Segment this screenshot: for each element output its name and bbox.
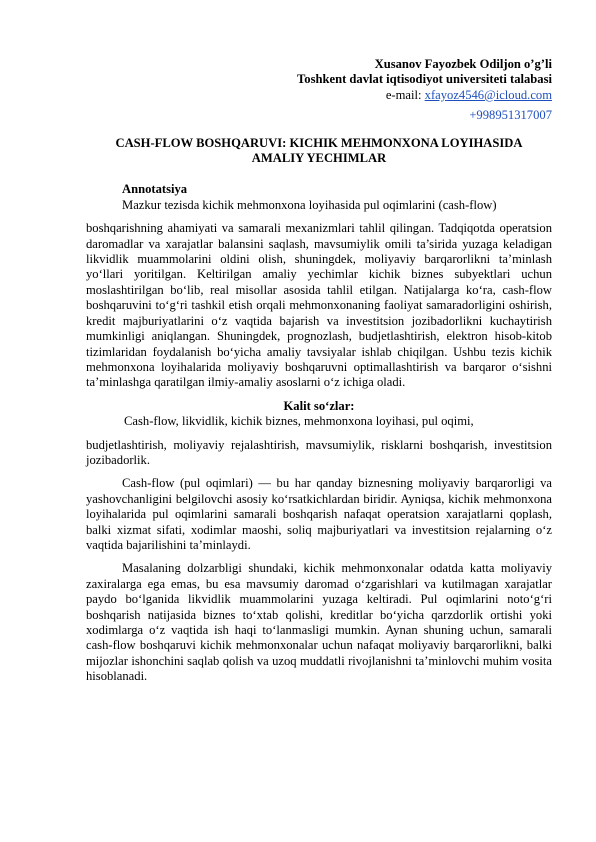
paragraph-2: Masalaning dolzarbligi shundaki, kichik mehmonxonalar odatda katta moliyaviy zaxiralarga ega emas, bu esa mavsumiy daromad o‘zgarishlari va kutilmagan xarajatlar paydo bo‘lganida likvidlik muammolarini yuzaga keltiradi. Pul oqimlarini noto‘g‘ri boshqarish natijasida biznes to‘xtab qolishi, kreditlar bo‘yicha qarzdorlik ortishi yoki xodimlarga o‘z vaqtida ish haqi to‘lanmasligi mumkin. Aynan shuning uchun, samarali cash-flow boshqaruvi kichik mehmonxonalar uchun nafaqat moliyaviy barqarorlikni, balki mijozlar ishonchini saqlab qolish va uzoq muddatli rivojlanishni ta’minlovchi muhim vosita hisoblanadi. [86, 561, 552, 684]
abstract-body: boshqarishning ahamiyati va samarali mexanizmlari tahlil qilingan. Tadqiqotda operatsion daromadlar va xarajatlar balansini saqlash, mavsumiylik omili ta’sirida yuzaga keladigan likvidlik muammolarini oldini olish, shuningdek, moliyaviy barqarorlikni ta’minlash yo‘llari yoritilgan. Keltirilgan amaliy yechimlar kichik biznes subyektlari uchun moslashtirilgan bo‘lib, real misollar asosida tahlil etilgan. Natijalarga ko‘ra, cash-flow boshqaruvini to‘g‘ri tashkil etish orqali mehmonxonaning faoliyat samaradorligini oshirish, kredit majburiyatlarini o‘z vaqtida bajarish va investitsion jozibadorlikni kuchaytirish mumkinligi aniqlangan. Shuningdek, prognozlash, budjetlashtirish, elektron hisob-kitob tizimlaridan foydalanish bo‘yicha amaliy tavsiyalar ishlab chiqilgan. Ushbu tezis kichik mehmonxona loyihalarida moliyaviy boshqaruvni optimallashtirish va barqaror o‘sishni ta’minlashga qaratilgan ilmiy-amaliy asoslarni o‘z ichiga oladi. [86, 221, 552, 390]
author-affiliation: Toshkent davlat iqtisodiyot universiteti talabasi [297, 72, 552, 87]
email-label: e-mail: [385, 87, 425, 102]
keywords-lead: Cash-flow, likvidlik, kichik biznes, mehmonxona loyihasi, pul oqimi, [124, 414, 474, 429]
keywords-body: budjetlashtirish, moliyaviy rejalashtirish, mavsumiylik, risklarni boshqarish, investitsion jozibadorlik. [86, 437, 552, 467]
email-link[interactable]: xfayoz4546@icloud.com [424, 87, 552, 102]
paper-title: CASH-FLOW BOSHQARUVI: KICHIK MEHMONXONA LOYIHASIDA AMALIY YECHIMLAR [115, 135, 523, 166]
abstract-lead: Mazkur tezisda kichik mehmonxona loyihasida pul oqimlarini (cash-flow) [122, 197, 497, 212]
abstract-heading: Annotatsiya [122, 182, 188, 197]
paragraph-1: Cash-flow (pul oqimlari) — bu har qanday biznesning moliyaviy barqarorligi va yashovchanligini belgilovchi asosiy ko‘rsatkichlardan biridir. Ayniqsa, kichik mehmonxona loyihalarida pul oqimlarini samarali boshqarish nafaqat operatsion xarajatlarni qoplash, balki xizmat sifati, xodimlar maoshi, soliq majburiyatlari va investitsion rejalarning o‘z vaqtida bajarilishini ta’minlaydi. [86, 476, 552, 552]
keywords-heading: Kalit so‘zlar: [283, 398, 355, 413]
author-email-line [86, 88, 552, 103]
author-block [86, 57, 552, 124]
author-phone: +998951317007 [469, 108, 552, 123]
author-name: Xusanov Fayozbek Odiljon o’g’li [374, 57, 552, 71]
